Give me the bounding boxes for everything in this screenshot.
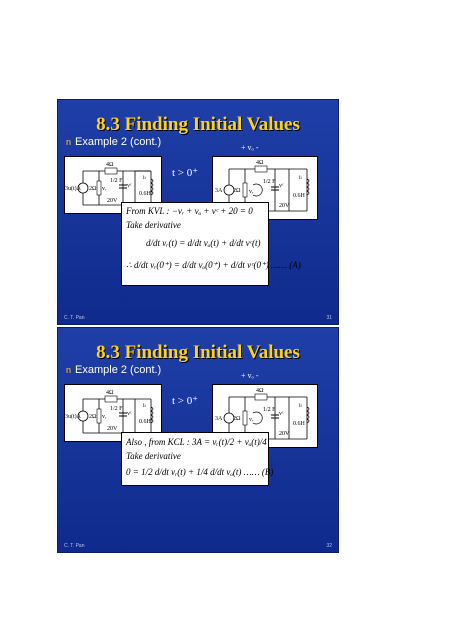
time-label: t > 0⁺	[172, 395, 199, 407]
cap-value-label: 1/2 F	[110, 406, 123, 412]
cap-label: vᶜ	[279, 411, 284, 417]
slide-31	[58, 100, 338, 324]
r1-label: 2Ω	[89, 414, 97, 420]
src2-label: 20V	[279, 431, 290, 437]
equation-line: Take derivative	[126, 451, 181, 461]
equation-line: From KVL : −vᵣ + vₒ + vᶜ + 20 = 0	[126, 206, 253, 216]
src2-label: 20V	[107, 426, 118, 432]
equation-box	[121, 432, 274, 486]
bullet-text: Example 2 (cont.)	[75, 364, 162, 376]
r2-label: 4Ω	[256, 160, 264, 166]
ind-label: 0.6H	[293, 421, 305, 427]
footer-author: C. T. Pan	[64, 315, 85, 321]
r2-label: 4Ω	[106, 162, 114, 168]
bullet-text: Example 2 (cont.)	[75, 136, 162, 148]
ind-label: 0.6H	[293, 193, 305, 199]
cap-label: vᶜ	[127, 183, 132, 189]
il-label: iₗ	[299, 403, 302, 409]
page-number: 31	[326, 315, 332, 321]
cap-value-label: 1/2 F	[263, 179, 276, 185]
ind-label: 0.6H	[139, 419, 151, 425]
r2-label: 4Ω	[256, 388, 264, 394]
slide-title: 8.3 Finding Initial Values	[96, 114, 300, 135]
cap-label: vᶜ	[127, 411, 132, 417]
r1-label: 2Ω	[89, 186, 97, 192]
equation-line: d/dt vᵣ(t) = d/dt vₒ(t) + d/dt vᶜ(t)	[146, 238, 261, 248]
vr-label: vᵣ	[102, 186, 107, 192]
r1-label: 2Ω	[233, 188, 241, 194]
src2-label: 20V	[279, 203, 290, 209]
footer-author: C. T. Pan	[64, 543, 85, 549]
equation-line: Also , from KCL : 3A = vᵣ(t)/2 + vₒ(t)/4	[126, 437, 267, 447]
cap-value-label: 1/2 F	[110, 178, 123, 184]
page-number: 32	[326, 543, 332, 549]
r2-label: 4Ω	[106, 390, 114, 396]
slide-title: 8.3 Finding Initial Values	[96, 342, 300, 363]
cap-value-label: 1/2 F	[263, 407, 276, 413]
bullet-marker-icon: n	[66, 365, 72, 375]
r1-label: 2Ω	[233, 416, 241, 422]
time-label: t > 0⁺	[172, 167, 199, 179]
equation-line: 0 = 1/2 d/dt vᵣ(t) + 1/4 d/dt vₒ(t) …… (B)	[126, 467, 274, 477]
bullet-marker-icon: n	[66, 137, 72, 147]
vr-label: vᵣ	[102, 414, 107, 420]
il-label: iₗ	[143, 403, 146, 409]
cap-label: vᶜ	[279, 183, 284, 189]
slide-32	[58, 328, 338, 552]
bullet-item	[66, 364, 161, 376]
src2-label: 20V	[107, 198, 118, 204]
source-label: 3A	[215, 416, 223, 422]
equation-line: Take derivative	[126, 220, 181, 230]
source-label: 3u(t)A	[65, 414, 81, 420]
il-label: iₗ	[299, 175, 302, 181]
il-label: iₗ	[143, 175, 146, 181]
source-label: 3A	[215, 188, 223, 194]
ind-label: 0.6H	[139, 191, 151, 197]
vo-label: + vₒ -	[241, 143, 259, 152]
vr-label: vᵣ	[249, 417, 254, 423]
vr-label: vᵣ	[249, 189, 254, 195]
vo-label: + vₒ -	[241, 371, 259, 380]
bullet-item	[66, 136, 161, 148]
source-label: 3u(t)A	[65, 186, 81, 192]
equation-line: ∴ d/dt vᵣ(0⁺) = d/dt vₒ(0⁺) + d/dt vᶜ(0⁺) …… (A)	[126, 260, 301, 270]
